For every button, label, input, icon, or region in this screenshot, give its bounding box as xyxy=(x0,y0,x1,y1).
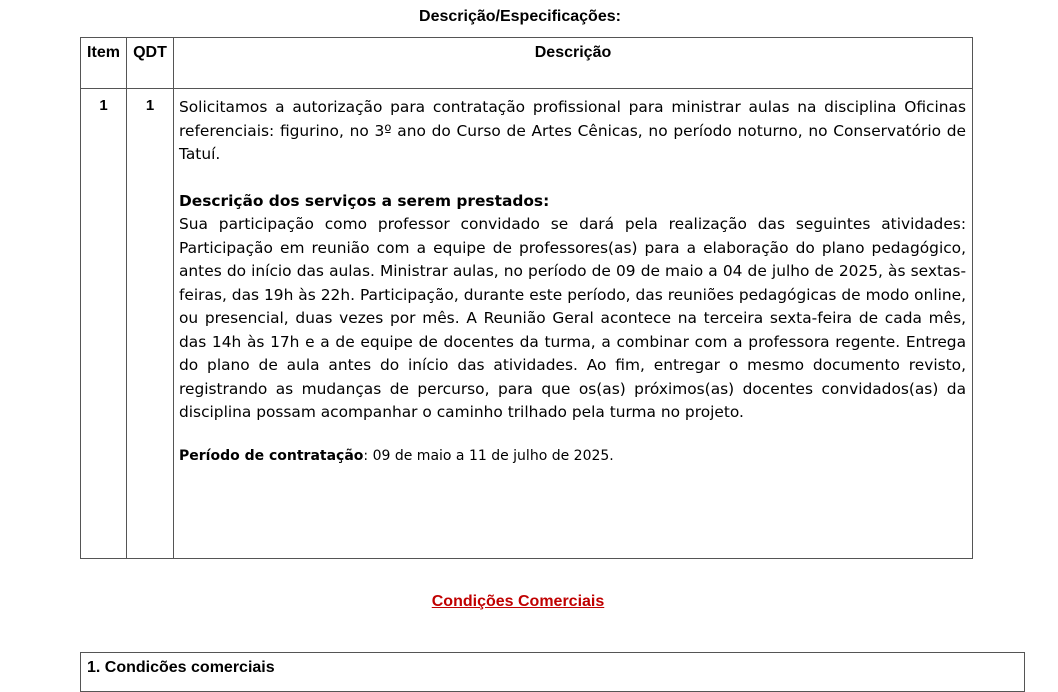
cell-item: 1 xyxy=(81,89,127,559)
cell-qdt: 1 xyxy=(127,89,174,559)
services-heading: Descrição dos serviços a serem prestados: xyxy=(179,191,550,210)
services-paragraph: Sua participação como professor convidado se dará pela realização das seguintes atividades: Participação em reunião com a equipe de professores(as) para a elaboração do plano pedagógico, antes do início das aulas. Ministrar aulas, no período de 09 de maio a 04 de julho de 2025, às sextas-feiras, das 19h às 22h. Participação, durante este período, das reuniões pedagógicas de modo online, ou presencial, duas vezes por mês. A Reunião Geral acontece na terceira sexta-feira de cada mês, das 14h às 17h e a de equipe de docentes da turma, a combinar com a professora regente. Entrega do plano de aula antes do início das atividades. Ao fim, entregar o mesmo documento revisto, registrando as mudanças de percurso, para que os(as) próximos(as) docentes convidados(as) da disciplina possam acompanhar o caminho trilhado pela turma no projeto. xyxy=(179,215,966,421)
specifications-table xyxy=(80,37,973,559)
table-row xyxy=(81,89,973,559)
header-description: Descrição xyxy=(174,38,973,89)
section-heading: Descrição/Especificações: xyxy=(419,8,621,25)
header-qdt: QDT xyxy=(127,38,174,89)
commercial-conditions-heading: 1. Condicões comerciais xyxy=(87,659,275,676)
commercial-conditions-title: Condições Comerciais xyxy=(431,593,605,610)
intro-paragraph: Solicitamos a autorização para contratação profissional para ministrar aulas na disciplina Oficinas referenciais: figurino, no 3º ano do Curso de Artes Cênicas, no período noturno, no Conservatório de Tatuí. xyxy=(179,98,966,163)
period-value: : 09 de maio a 11 de julho de 2025. xyxy=(363,447,614,464)
period-label: Período de contratação xyxy=(179,447,364,464)
commercial-conditions-box xyxy=(80,652,1025,692)
table-header-row xyxy=(81,38,973,89)
contract-period xyxy=(179,445,966,469)
header-item: Item xyxy=(81,38,127,89)
cell-description xyxy=(174,89,973,559)
